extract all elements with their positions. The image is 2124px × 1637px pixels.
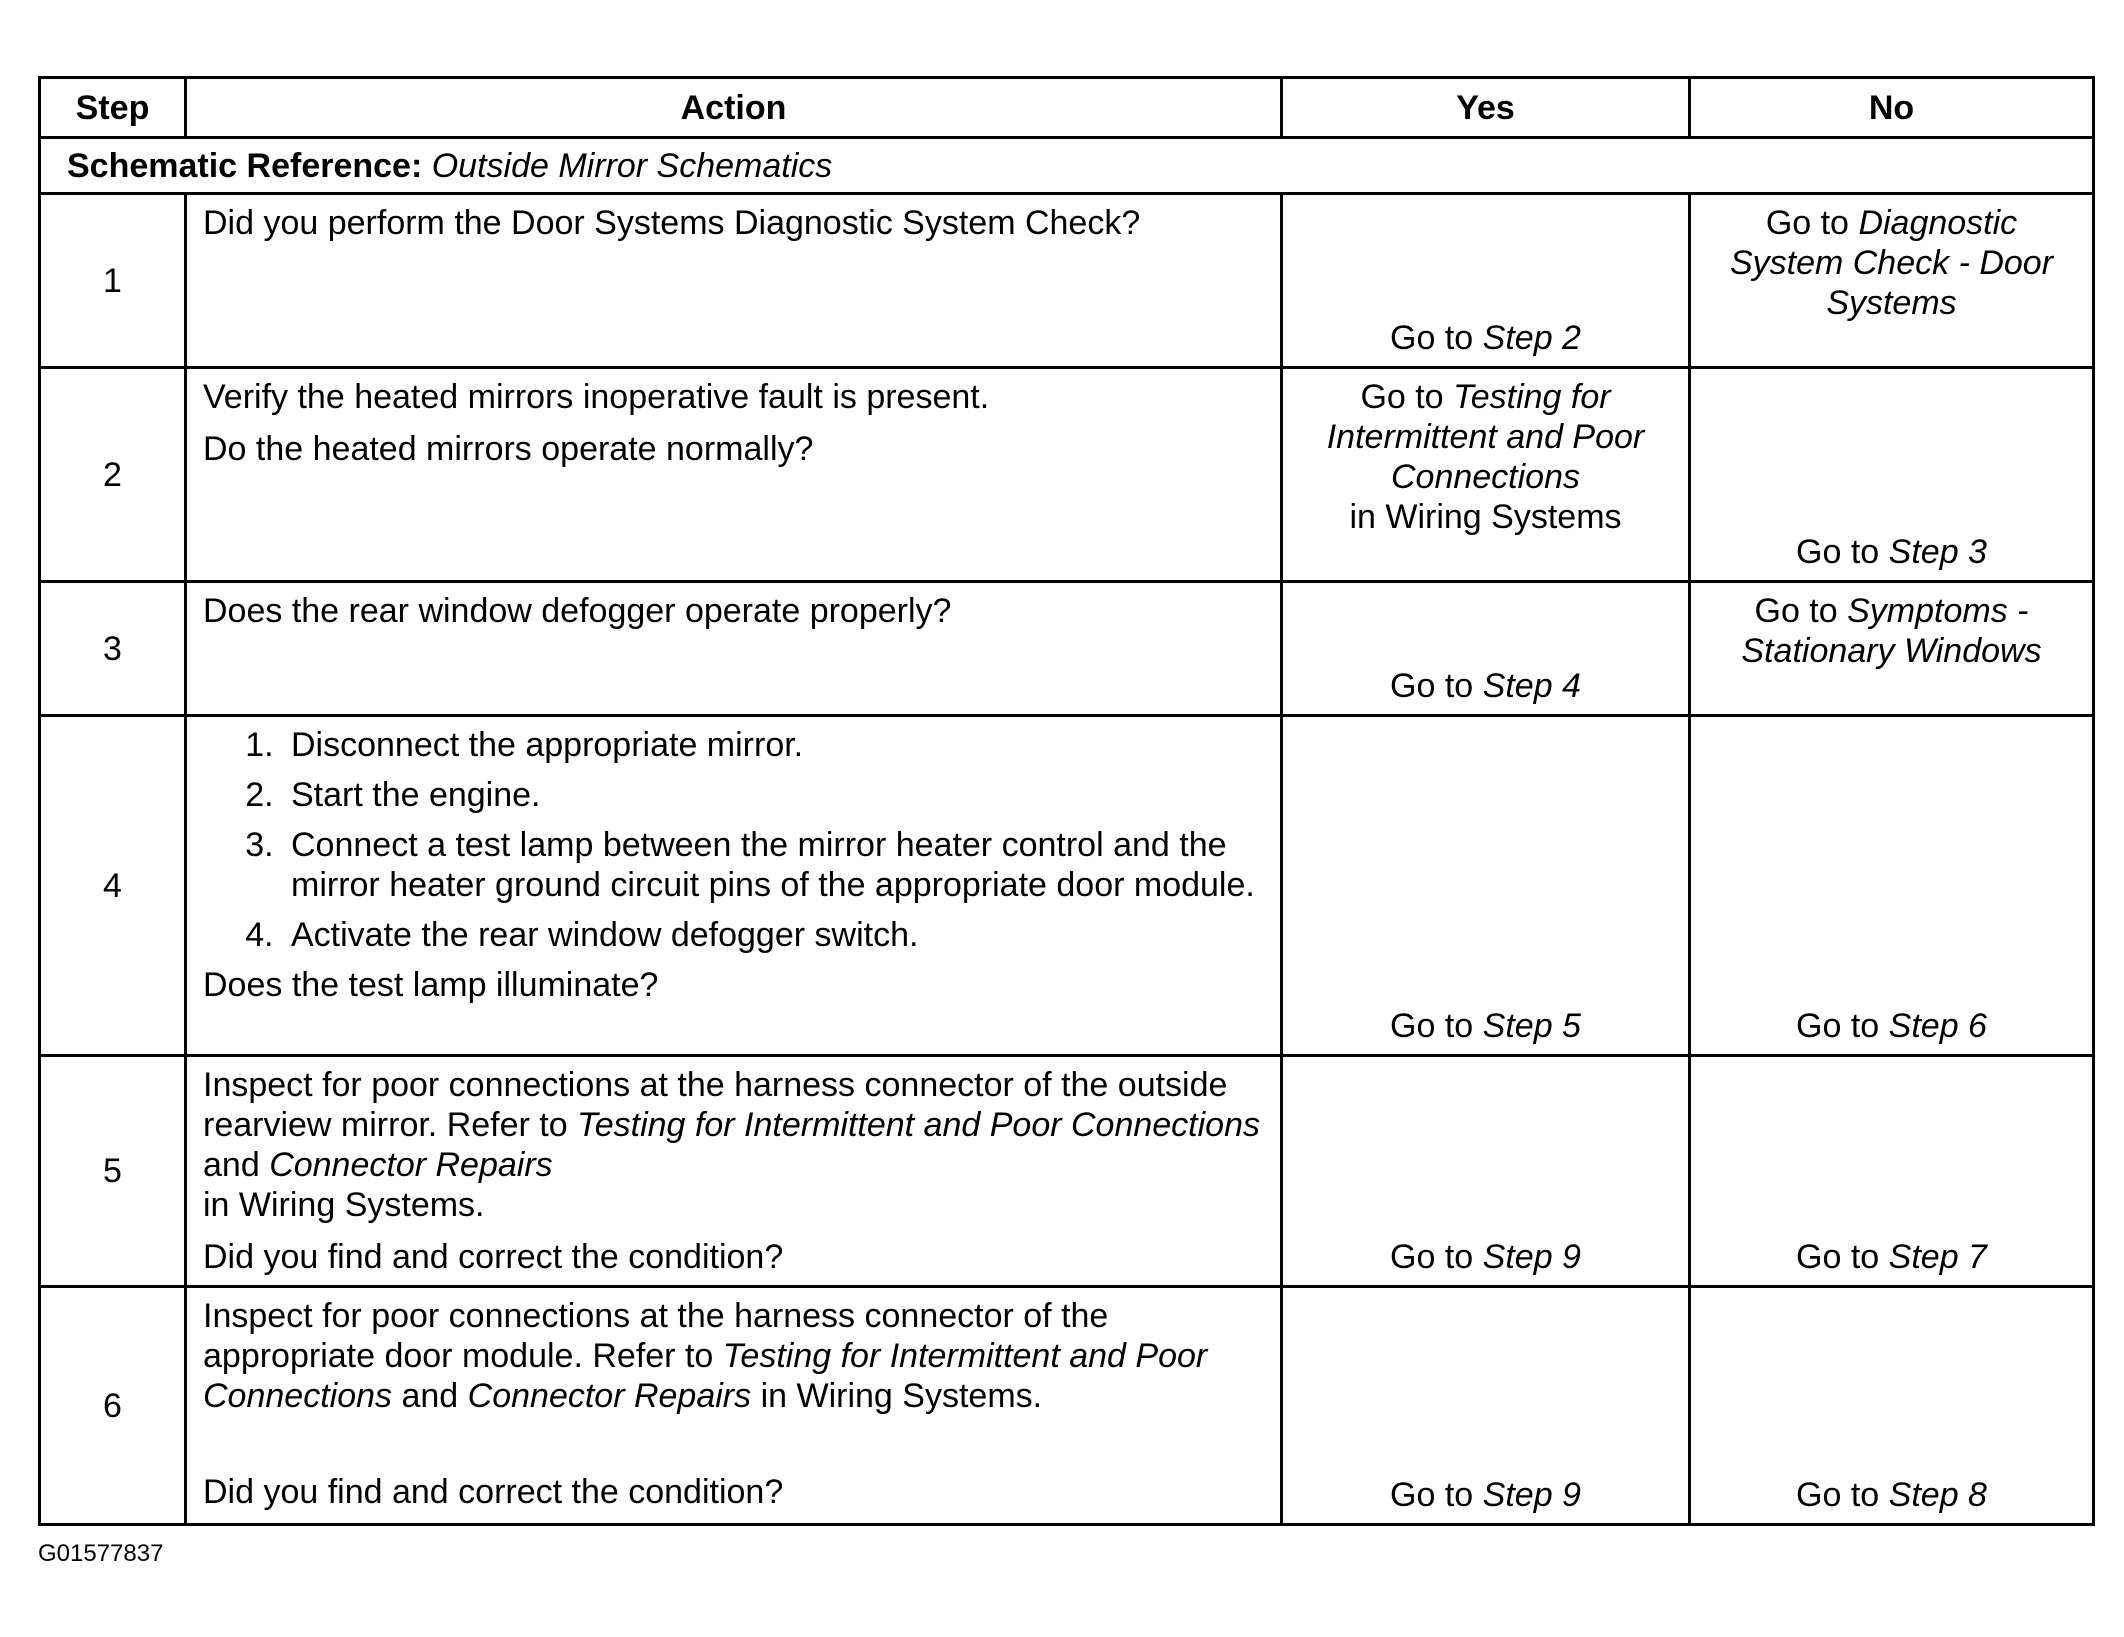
yes-suffix: in Wiring Systems [1349, 498, 1622, 536]
action-cell [186, 1056, 1282, 1287]
action-link[interactable]: Testing for Intermittent and Poor Connections [577, 1106, 1260, 1144]
step-number: 1 [40, 194, 186, 368]
yes-prefix: Go to [1390, 667, 1474, 705]
action-text: and [203, 1146, 260, 1184]
table-row [40, 716, 2094, 1056]
yes-link[interactable]: Testing for Intermittent and Poor Connections [1326, 378, 1645, 496]
action-question: Did you find and correct the condition? [203, 1238, 784, 1276]
action-text: Inspect for poor connections at the harness connector of the outside rearview mirror. Refer to [203, 1066, 1228, 1144]
no-cell [1690, 582, 2094, 716]
header-row [40, 78, 2094, 138]
no-link[interactable]: Step 8 [1888, 1476, 1987, 1514]
yes-cell [1282, 1287, 1690, 1525]
action-text: Inspect for poor connections at the harness connector of the appropriate door module. Refer to [203, 1297, 1109, 1375]
yes-cell [1282, 194, 1690, 368]
table-row [40, 582, 2094, 716]
action-cell [186, 1287, 1282, 1525]
yes-link[interactable]: Step 5 [1482, 1007, 1581, 1045]
step-number: 2 [40, 368, 186, 582]
action-instruction: Verify the heated mirrors inoperative fault is present. [203, 378, 990, 416]
action-text: and [401, 1377, 459, 1415]
figure-id: G01577837 [38, 1540, 164, 1567]
table-row [40, 194, 2094, 368]
action-text: in Wiring Systems. [203, 1186, 485, 1224]
no-prefix: Go to [1765, 204, 1849, 242]
yes-prefix: Go to [1390, 1238, 1474, 1276]
action-instruction [203, 1296, 1264, 1416]
action-link[interactable]: Testing for Intermittent and Poor Connections [203, 1337, 1208, 1415]
schematic-reference-label: Schematic Reference: [67, 146, 423, 185]
yes-cell [1282, 582, 1690, 716]
action-step-item: 2. Start the engine. [283, 775, 1264, 815]
step-number: 3 [40, 582, 186, 716]
action-steps-list [203, 725, 1264, 955]
header-yes: Yes [1282, 78, 1690, 138]
no-cell [1690, 1056, 2094, 1287]
step-number: 4 [40, 716, 186, 1056]
action-step-item: 3. Connect a test lamp between the mirror heater control and the mirror heater ground circuit pins of the appropriate door module. [283, 825, 1264, 905]
action-cell [186, 194, 1282, 368]
action-cell [186, 582, 1282, 716]
step-number: 6 [40, 1287, 186, 1525]
no-cell [1690, 1287, 2094, 1525]
schematic-reference-row [40, 138, 2094, 194]
no-cell [1690, 716, 2094, 1056]
no-cell [1690, 368, 2094, 582]
action-question: Do the heated mirrors operate normally? [203, 430, 814, 468]
action-instruction [203, 1065, 1264, 1225]
no-prefix: Go to [1796, 1238, 1880, 1276]
yes-cell [1282, 716, 1690, 1056]
schematic-reference-cell [40, 138, 2094, 194]
action-link[interactable]: Connector Repairs [467, 1377, 752, 1415]
yes-prefix: Go to [1390, 1476, 1474, 1514]
no-cell [1690, 194, 2094, 368]
table-row [40, 1287, 2094, 1525]
action-question: Did you perform the Door Systems Diagnostic System Check? [203, 204, 1141, 242]
yes-link[interactable]: Step 9 [1482, 1476, 1581, 1514]
action-question: Does the rear window defogger operate properly? [203, 592, 952, 630]
action-question: Does the test lamp illuminate? [203, 966, 659, 1004]
action-link[interactable]: Connector Repairs [269, 1146, 553, 1184]
yes-prefix: Go to [1390, 1007, 1474, 1045]
table-row [40, 368, 2094, 582]
spacer [203, 1428, 1264, 1472]
yes-link[interactable]: Step 2 [1482, 319, 1581, 357]
action-step-item: 4. Activate the rear window defogger switch. [283, 915, 1264, 955]
header-step: Step [40, 78, 186, 138]
no-prefix: Go to [1754, 592, 1838, 630]
yes-cell [1282, 368, 1690, 582]
no-link[interactable]: Step 7 [1888, 1238, 1987, 1276]
yes-link[interactable]: Step 9 [1482, 1238, 1581, 1276]
action-question: Did you find and correct the condition? [203, 1473, 784, 1511]
diagnostic-table [38, 76, 2095, 1526]
no-link[interactable]: Diagnostic System Check - Door Systems [1729, 204, 2054, 322]
step-number: 5 [40, 1056, 186, 1287]
yes-link[interactable]: Step 4 [1482, 667, 1581, 705]
action-cell [186, 368, 1282, 582]
no-prefix: Go to [1796, 1007, 1880, 1045]
no-prefix: Go to [1796, 1476, 1880, 1514]
table-row [40, 1056, 2094, 1287]
schematic-reference-link[interactable]: Outside Mirror Schematics [431, 146, 833, 185]
action-step-item: 1. Disconnect the appropriate mirror. [283, 725, 1264, 765]
no-prefix: Go to [1796, 533, 1880, 571]
no-link[interactable]: Step 6 [1888, 1007, 1987, 1045]
yes-prefix: Go to [1360, 378, 1444, 416]
yes-prefix: Go to [1390, 319, 1474, 357]
action-cell [186, 716, 1282, 1056]
no-link[interactable]: Symptoms - Stationary Windows [1741, 592, 2042, 670]
header-no: No [1690, 78, 2094, 138]
header-action: Action [186, 78, 1282, 138]
yes-cell [1282, 1056, 1690, 1287]
no-link[interactable]: Step 3 [1888, 533, 1987, 571]
action-text: in Wiring Systems. [760, 1377, 1043, 1415]
